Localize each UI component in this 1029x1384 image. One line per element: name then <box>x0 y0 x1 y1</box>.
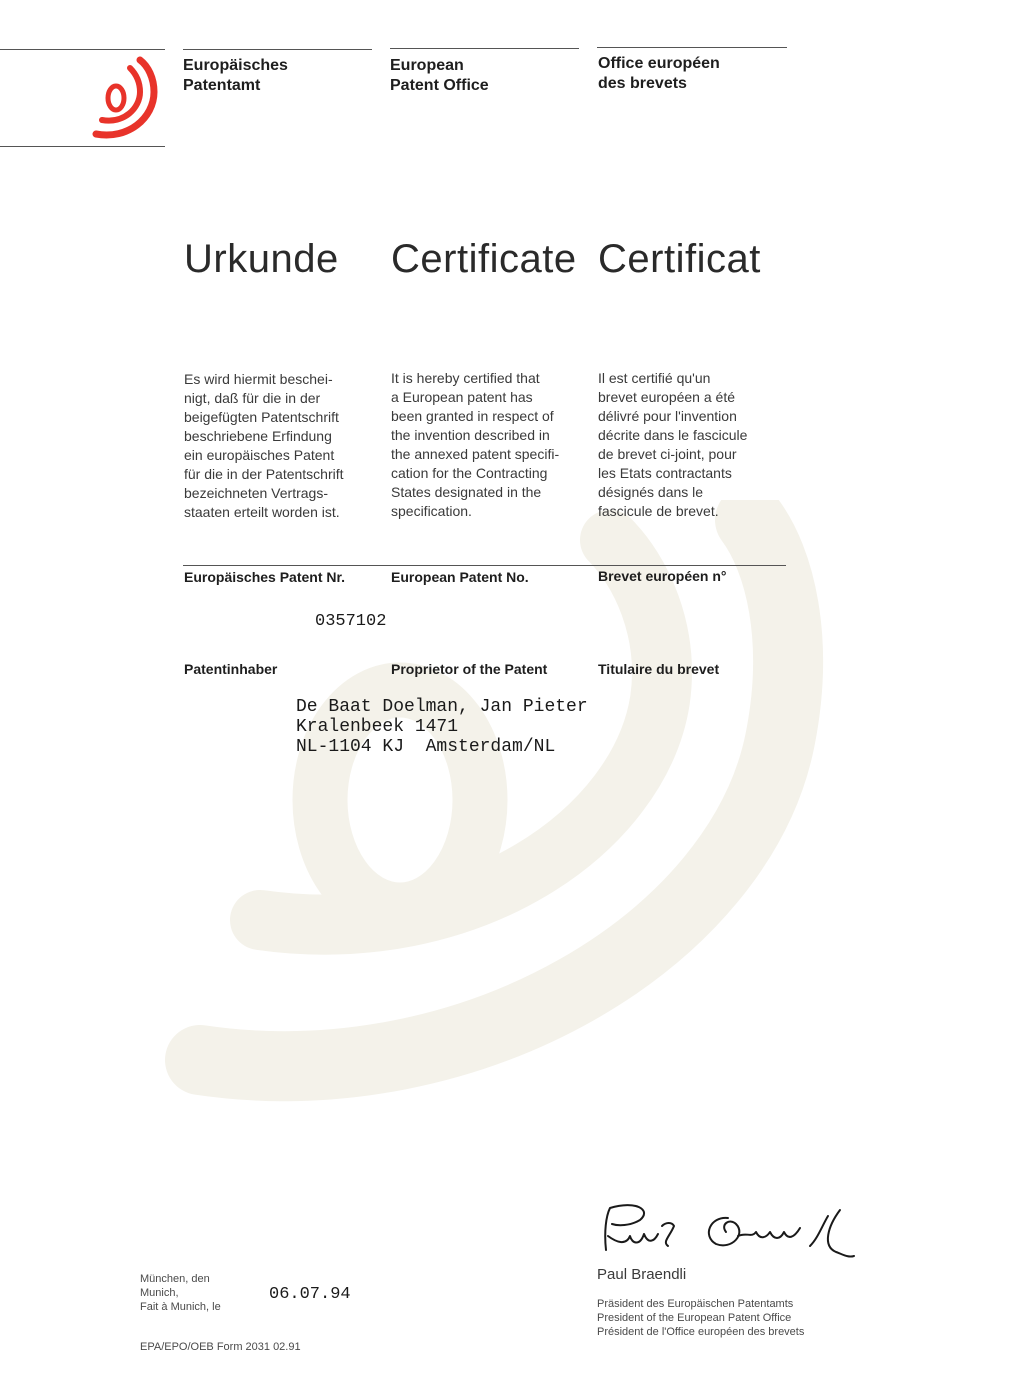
epo-watermark-icon <box>140 500 840 1120</box>
header-rule-logo-top <box>0 49 165 50</box>
org-name-fr: Office européen des brevets <box>598 55 720 92</box>
proprietor-label-de: Patentinhaber <box>184 661 278 677</box>
header-rule-logo-bottom <box>0 146 165 147</box>
proprietor-label-fr: Titulaire du brevet <box>598 661 720 677</box>
patent-number-label-fr: Brevet européen n° <box>598 568 727 584</box>
proprietor-street: Kralenbeek 1471 <box>296 717 459 737</box>
epo-logo-icon <box>88 56 162 144</box>
header-rule-de <box>183 49 372 50</box>
header-rule-fr <box>597 47 787 48</box>
patent-number-label-de: Europäisches Patent Nr. <box>184 569 346 585</box>
form-reference: EPA/EPO/OEB Form 2031 02.91 <box>140 1341 301 1353</box>
title-de: Urkunde <box>184 237 339 281</box>
place-date-label: München, den Munich, Fait à Munich, le <box>140 1273 221 1313</box>
patent-number-label-en: European Patent No. <box>391 569 529 585</box>
patent-number-value: 0357102 <box>315 612 387 631</box>
statement-en: It is hereby certified that a European patent has been granted in respect of the invention described in the annexed patent specifi- cation for the Contracting States designated in the specification. <box>391 370 560 519</box>
signatory-name: Paul Braendli <box>597 1266 687 1283</box>
proprietor-name: De Baat Doelman, Jan Pieter <box>296 697 588 717</box>
title-fr: Certificat <box>598 237 761 281</box>
issue-date: 06.07.94 <box>269 1285 351 1304</box>
title-en: Certificate <box>391 237 577 281</box>
proprietor-city: NL-1104 KJ Amsterdam/NL <box>296 737 556 757</box>
proprietor-label-en: Proprietor of the Patent <box>391 661 548 677</box>
header-rule-en <box>390 48 579 49</box>
statement-de: Es wird hiermit beschei- nigt, daß für die in der beigefügten Patentschrift beschriebene Erfindung ein europäisches Patent für die in der Patentschrift bezeichneten Vertrags- staaten erteilt worden ist. <box>184 371 344 520</box>
org-name-en: European Patent Office <box>390 57 489 94</box>
org-name-de: Europäisches Patentamt <box>183 57 288 94</box>
proprietor-address <box>296 697 588 757</box>
signature-image <box>596 1196 880 1276</box>
patent-number-rule <box>183 565 786 566</box>
statement-fr: Il est certifié qu'un brevet européen a été délivré pour l'invention décrite dans le fascicule de brevet ci-joint, pour les Etats contractants désignés dans le fascicule de brevet. <box>598 370 748 519</box>
signatory-title: Präsident des Europäischen Patentamts President of the European Patent Office Président de l'Office européen des brevets <box>597 1298 805 1338</box>
